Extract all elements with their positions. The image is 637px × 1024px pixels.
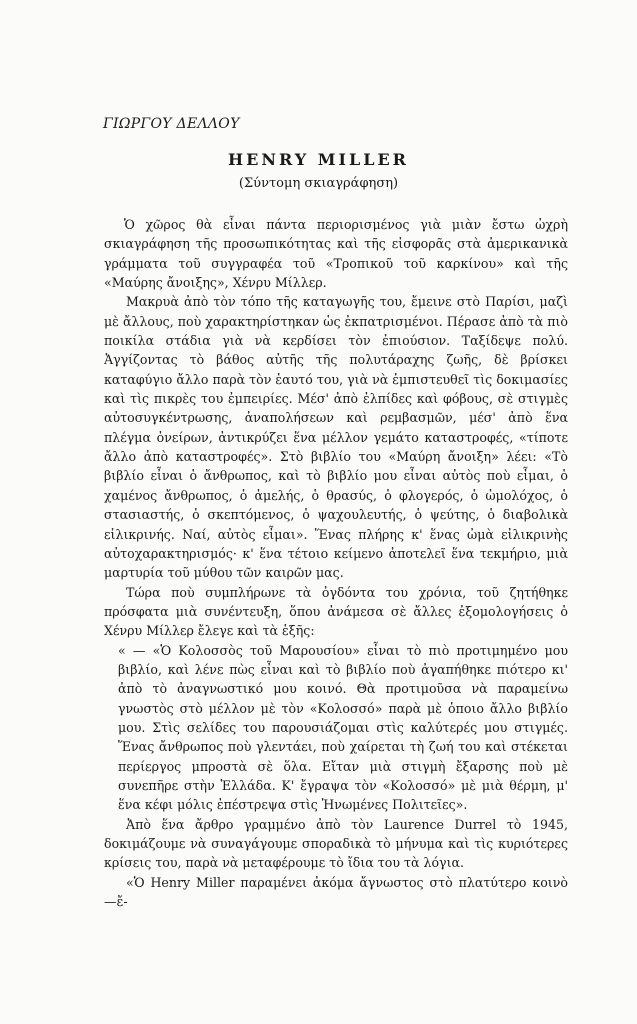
article-subtitle: (Σύντομη σκιαγράφηση) [238,176,399,191]
author-name: ΓΙΩΡΓΟΥ ΔΕΛΛΟΥ [103,116,240,132]
paragraph: Μακρυὰ ἀπὸ τὸν τόπο τῆς καταγωγῆς του, ἔμεινε στὸ Παρίσι, μαζὶ μὲ ἄλλους, ποὺ χαρακτηρίστηκαν ὡς ἐκπατρισμένοι. Πέρασε ἀπὸ τὰ πιὸ ποικίλα στάδια γιὰ νὰ κερδίσει τὸν ἐπιούσιον. Ταξίδεψε πολύ. Ἀγγίζοντας τὸ βάθος αὐτῆς τῆς πολυτάραχης ζωῆς, δὲ βρίσκει καταφύγιο ἄλλο παρὰ τὸν ἑαυτό του, γιὰ νὰ ἐμπιστευθεῖ τὶς δοκιμασίες καὶ τὶς πικρὲς του ἐμπειρίες. Μέσ' ἀπὸ ἐλπίδες καὶ φόβους, σὲ στιγμὲς αὐτοσυγκέντρωσης, ἀναπολήσεων καὶ ρεμβασμῶν, μέσ' ἀπὸ ἕνα πλέγμα ὀνείρων, ἀντικρύζει ἕνα μέλλον γεμάτο καταστροφές, «τίποτε ἄλλο ἀπὸ καταστροφές». Στὸ βιβλίο του «Μαύρη ἄνοιξη» λέει: «Τὸ βιβλίο εἶναι ὁ ἄνθρωπος, καὶ τὸ βιβλίο μου εἶναι αὐτὸς ποὺ εἶμαι, ὁ χαμένος ἄνθρωπος, ὁ ἀμελής, ὁ θρασύς, ὁ φλογερός, ὁ ὠμολόχος, ὁ στασιαστής, ὁ σκεπτόμενος, ὁ ψαχουλευτής, ὁ ψεύτης, ὁ διαβολικὰ εἰλικρινής. Ναί, αὐτὸς εἶμαι». Ἕνας πλήρης κ' ἕνας ὠμὰ εἰλικρινὴς αὐτοχαρακτηρισμός· κ' ἕνα τέτοιο κείμενο ἀποτελεῖ ἕνα τεκμήριο, μιὰ μαρτυρία τοῦ μύθου τῶν καιρῶν μας. [104,294,568,581]
article-title: HENRY MILLER [228,150,409,169]
paragraph: «Ὁ Henry Miller παραμένει ἀκόμα ἄγνωστος στὸ πλατύτερο κοινὸ —ἔ- [104,874,568,910]
article-body [104,215,568,911]
paragraph: Ἀπὸ ἕνα ἄρθρο γραμμένο ἀπὸ τὸν Laurence Durrel τὸ 1945, δοκιμάζουμε νὰ συναγάγουμε σποραδικὰ τὸ μήνυμα καὶ τὶς κυριότερες κρίσεις του, παρὰ νὰ μεταφέρουμε τὸ ἴδια του τὰ λόγια. [104,816,568,871]
paragraph: Τώρα ποὺ συμπλήρωνε τὰ ὀγδόντα του χρόνια, τοῦ ζητήθηκε πρόσφατα μιὰ συνέντευξη, ὅπου ἀνάμεσα σὲ ἄλλες ἐξομολογήσεις ὁ Χένρυ Μίλλερ ἔλεγε καὶ τὰ ἑξῆς: [104,584,568,639]
interview-quote: « — «Ὁ Κολοσσὸς τοῦ Μαρουσίου» εἶναι τὸ πιὸ προτιμημένο μου βιβλίο, καὶ λένε πὼς εἶναι καὶ τὸ βιβλίο ποὺ ἀγαπήθηκε πιότερο κι' ἀπὸ τὸ ἀναγνωστικό μου κοινό. Θὰ προτιμοῦσα νὰ παραμείνω γνωστὸς στὸ μέλλον μὲ τὸν «Κολοσσό» παρὰ μὲ ὁποιο ἄλλο βιβλίο μου. Στὶς σελίδες του παρουσιάζομαι στὶς καλύτερές μου στιγμές. Ἕνας ἄνθρωπος ποὺ γλεντάει, ποὺ χαίρεται τὴ ζωή του καὶ στέκεται περίεργος μπροστὰ σὲ ὅλα. Εἴταν μιὰ στιγμὴ ἔξαρσης ποὺ μὲ συνεπῆρε στὴν Ἑλλάδα. Κ' ἔγραψα τὸν «Κολοσσό» μὲ μιὰ θέρμη, μ' ἕνα κέφι μόλις ἐπέστρεψα στὶς Ἡνωμένες Πολιτεῖες». [118,642,568,813]
paragraph: Ὁ χῶρος θὰ εἶναι πάντα περιορισμένος γιὰ μιὰν ἔστω ὠχρὴ σκιαγράφηση τῆς προσωπικότητας καὶ τῆς εἰσφορᾶς στὰ ἀμερικανικὰ γράμματα τοῦ συγγραφέα τοῦ «Τροπικοῦ τοῦ καρκίνου» καὶ τῆς «Μαύρης ἄνοιξης», Χένρυ Μίλλερ. [104,217,568,291]
